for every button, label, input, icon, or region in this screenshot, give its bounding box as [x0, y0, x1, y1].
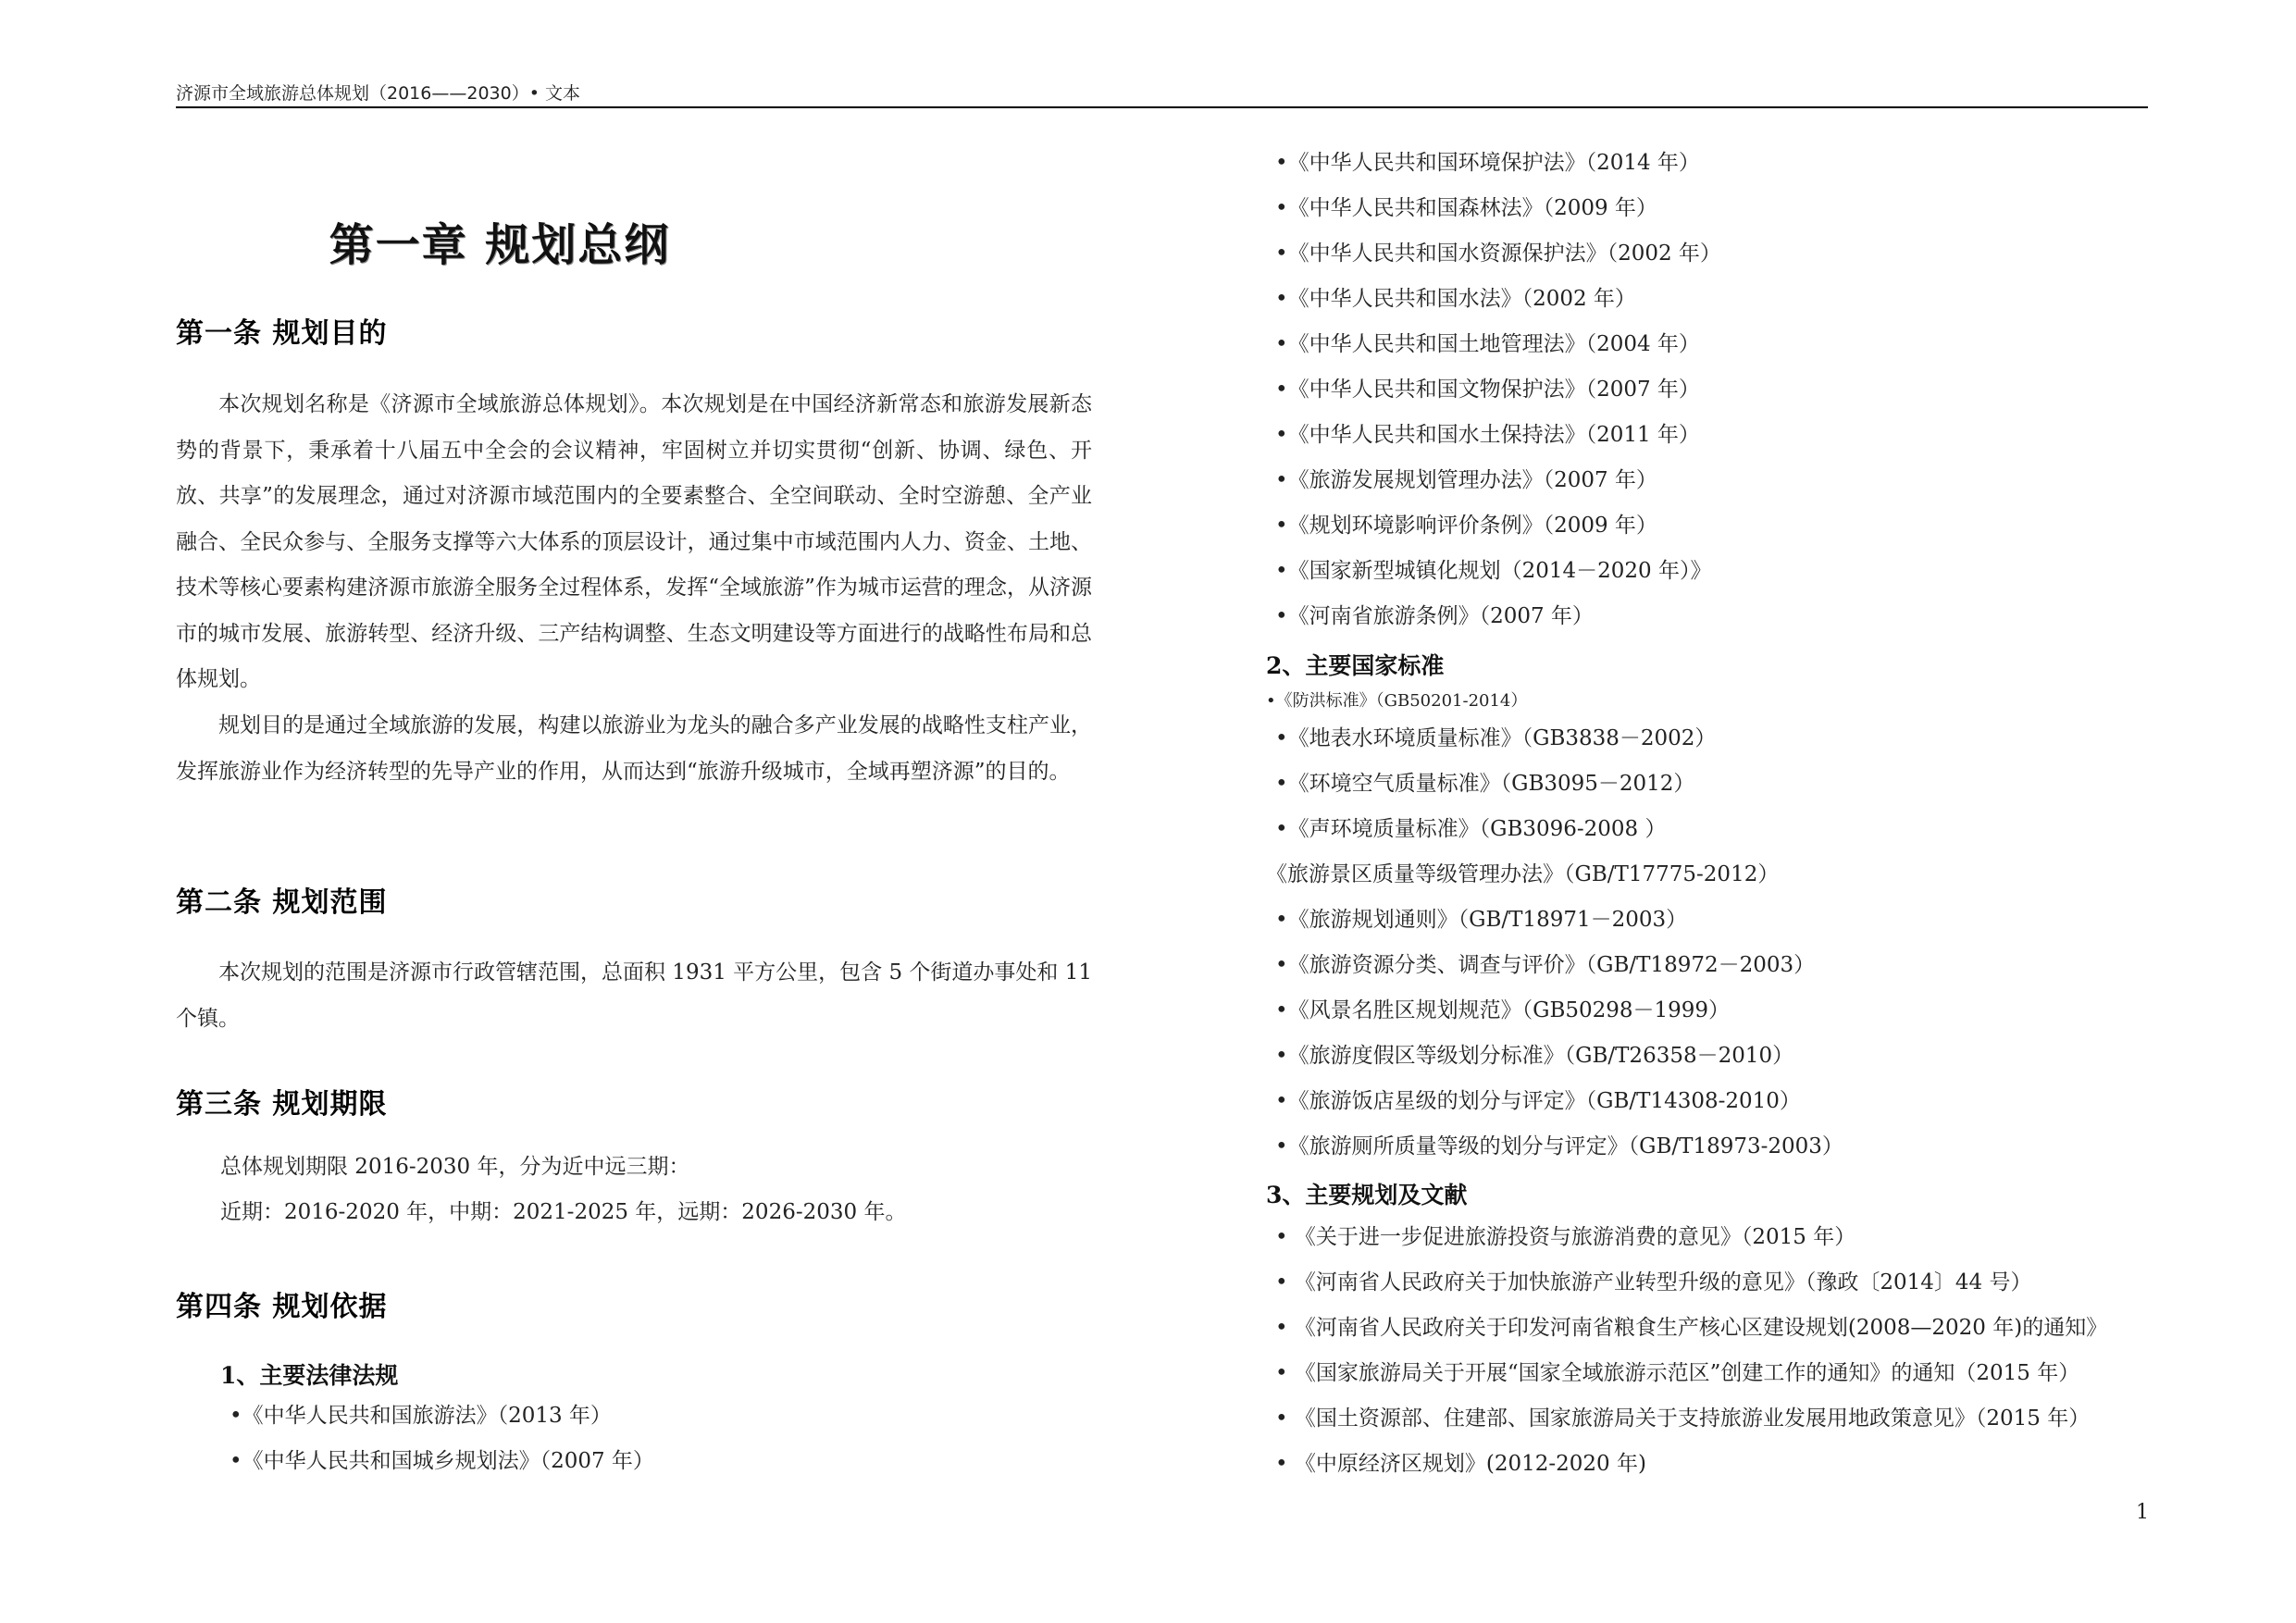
article-3-line-1: 总体规划期限 2016-2030 年，分为近中远三期： [220, 1155, 690, 1179]
standard-item: •《环境空气质量标准》（GB3095－2012） [1275, 772, 1695, 796]
law-item: •《中华人民共和国森林法》（2009 年） [1275, 196, 1657, 220]
law-item: •《河南省旅游条例》（2007 年） [1275, 604, 1594, 628]
standard-item: •《声环境质量标准》（GB3096-2008 ） [1275, 817, 1667, 841]
document-item: • 《国土资源部、住建部、国家旅游局关于支持旅游业发展用地政策意见》（2015 年） [1275, 1406, 2091, 1431]
law-item: •《中华人民共和国水法》（2002 年） [1275, 287, 1636, 311]
standard-item: •《旅游饭店星级的划分与评定》（GB/T14308-2010） [1275, 1089, 1801, 1113]
document-item: • 《关于进一步促进旅游投资与旅游消费的意见》（2015 年） [1275, 1225, 1856, 1249]
article-3-line-2: 近期：2016-2020 年，中期：2021-2025 年，远期：2026-2030 年。 [220, 1200, 907, 1224]
law-item: •《中华人民共和国城乡规划法》（2007 年） [230, 1449, 654, 1473]
article-4-heading: 第四条 规划依据 [176, 1291, 388, 1323]
law-item: •《中华人民共和国旅游法》（2013 年） [230, 1404, 612, 1428]
document-item: • 《国家旅游局关于开展“国家全域旅游示范区”创建工作的通知》的通知（2015 年） [1275, 1361, 2080, 1385]
article-1-paragraph-2: 规划目的是通过全域旅游的发展，构建以旅游业为龙头的融合多产业发展的战略性支柱产业，发挥旅游业作为经济转型的先导产业的作用，从而达到“旅游升级城市，全域再塑济源”的目的。 [176, 713, 1092, 784]
law-item: •《旅游发展规划管理办法》（2007 年） [1275, 468, 1657, 492]
article-1-heading: 第一条 规划目的 [176, 317, 388, 350]
standard-item: •《风景名胜区规划规范》（GB50298－1999） [1275, 998, 1731, 1022]
document-item: • 《河南省人民政府关于加快旅游产业转型升级的意见》（豫政〔2014〕44 号） [1275, 1270, 2032, 1295]
page-number: 1 [2136, 1501, 2149, 1524]
header-divider [176, 106, 2148, 108]
standard-item: •《地表水环境质量标准》（GB3838－2002） [1275, 726, 1717, 750]
standard-item: •《旅游资源分类、调查与评价》（GB/T18972－2003） [1275, 953, 1816, 977]
law-item: •《中华人民共和国水土保持法》（2011 年） [1275, 423, 1700, 447]
standards-subheading: 2、主要国家标准 [1266, 652, 1445, 679]
document-item: • 《河南省人民政府关于印发河南省粮食生产核心区建设规划(2008—2020 年)的通知》 [1275, 1316, 2108, 1340]
standard-item: •《旅游度假区等级划分标准》（GB/T26358－2010） [1275, 1044, 1794, 1068]
article-1-paragraph-1: 本次规划名称是《济源市全域旅游总体规划》。本次规划是在中国经济新常态和旅游发展新态势的背景下，秉承着十八届五中全会的会议精神，牢固树立并切实贯彻“创新、协调、绿色、开放、共享”的发展理念，通过对济源市域范围内的全要素整合、全空间联动、全时空游憩、全产业融合、全民众参与、全服务支撑等六大体系的顶层设计，通过集中市域范围内人力、资金、土地、技术等核心要素构建济源市旅游全服务全过程体系，发挥“全域旅游”作为城市运营的理念，从济源市的城市发展、旅游转型、经济升级、三产结构调整、生态文明建设等方面进行的战略性布局和总体规划。 [176, 392, 1092, 691]
law-item: •《中华人民共和国水资源保护法》（2002 年） [1275, 242, 1721, 266]
law-item: •《中华人民共和国环境保护法》（2014 年） [1275, 151, 1700, 175]
document-item: • 《中原经济区规划》(2012-2020 年) [1275, 1452, 1646, 1476]
law-item: •《中华人民共和国土地管理法》（2004 年） [1275, 332, 1700, 356]
article-3-heading: 第三条 规划期限 [176, 1088, 388, 1121]
document-header: 济源市全域旅游总体规划（2016——2030）• 文本 [176, 83, 580, 104]
standard-item: 《旅游景区质量等级管理办法》（GB/T17775-2012） [1266, 862, 1780, 886]
chapter-title: 第一章 规划总纲 [329, 219, 671, 271]
article-2-heading: 第二条 规划范围 [176, 886, 388, 919]
standard-item: •《旅游规划通则》（GB/T18971－2003） [1275, 908, 1688, 932]
standard-item: •《旅游厕所质量等级的划分与评定》（GB/T18973-2003） [1275, 1134, 1843, 1158]
article-2-paragraph: 本次规划的范围是济源市行政管辖范围，总面积 1931 平方公里，包含 5 个街道办事处和 11 个镇。 [176, 960, 1092, 1031]
laws-subheading: 1、主要法律法规 [220, 1362, 399, 1389]
documents-subheading: 3、主要规划及文献 [1266, 1182, 1468, 1208]
standard-item: •《防洪标准》（GB50201-2014） [1266, 691, 1528, 711]
law-item: •《国家新型城镇化规划（2014－2020 年）》 [1275, 559, 1712, 583]
law-item: •《中华人民共和国文物保护法》（2007 年） [1275, 378, 1700, 402]
law-item: •《规划环境影响评价条例》（2009 年） [1275, 514, 1657, 538]
